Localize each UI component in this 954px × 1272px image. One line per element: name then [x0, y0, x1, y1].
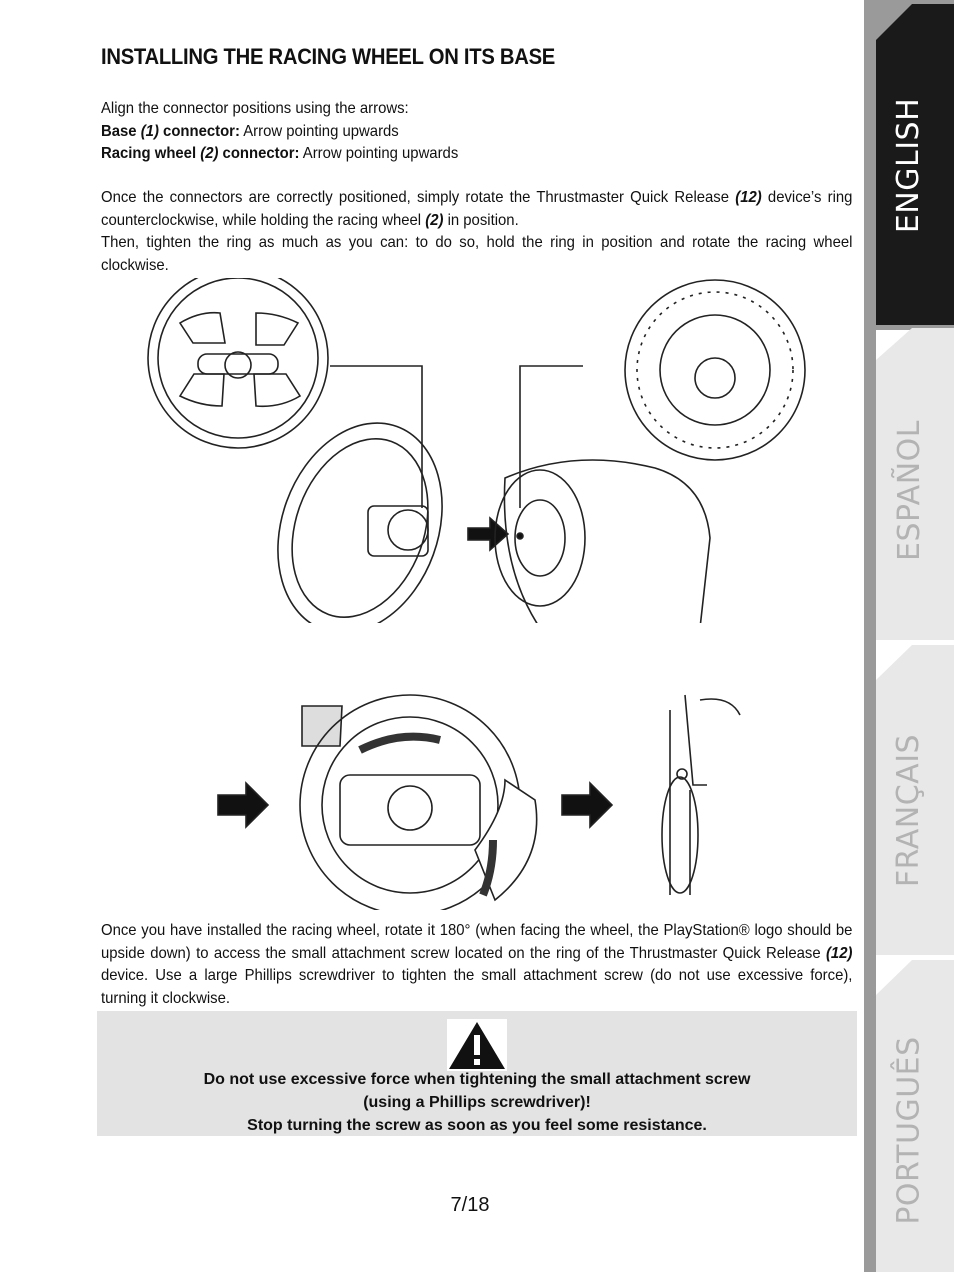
wheel-connector-line: Racing wheel (2) connector: Arrow pointing upwards: [101, 145, 459, 162]
page-number: 7/18: [450, 1194, 490, 1216]
warning-line-2: (using a Phillips screwdriver)!: [363, 1094, 591, 1111]
intro-text: Align the connector positions using the arrows:: [101, 100, 409, 117]
tab-espanol[interactable]: ESPAÑOL: [891, 419, 927, 561]
paragraph-rotate-ring: Once the connectors are correctly positioned, simply rotate the Thrustmaster Quick Release (12) device’s ring counterclockwise, while holding the racing wheel (2) in position. Then, tighten the ring as much as you can: to do so, hold the ring in position and rotate the racing wheel clockwise.: [101, 187, 853, 277]
paragraph-tighten-ring: Then, tighten the ring as much as you can: to do so, hold the ring in position and rotate the racing wheel clockwise.: [101, 234, 853, 274]
tab-francais[interactable]: FRANÇAIS: [891, 733, 927, 887]
intro-block: [101, 98, 853, 166]
page-heading: INSTALLING THE RACING WHEEL ON ITS BASE: [101, 44, 556, 69]
attachment-screw-illustration: [210, 690, 760, 910]
language-tabs: [864, 0, 954, 1272]
warning-line-1: Do not use excessive force when tightening the small attachment screw: [203, 1071, 751, 1088]
connector-alignment-illustration: [140, 278, 820, 623]
warning-line-3: Stop turning the screw as soon as you feel some resistance.: [247, 1117, 707, 1134]
base-connector-line: Base (1) connector: Arrow pointing upwards: [101, 122, 399, 140]
tab-english[interactable]: ENGLISH: [891, 97, 927, 233]
paragraph-attachment-screw: Once you have installed the racing wheel, rotate it 180° (when facing the wheel, the PlayStation® logo should be upside down) to access the small attachment screw located on the ring of the Thrustmaster Quick Release (12) device. Use a large Phillips screwdriver to tighten the small attachment screw (do not use excessive force), turning it clockwise.: [101, 922, 853, 1007]
warning-triangle-icon: [447, 1019, 507, 1071]
warning-box: [97, 1011, 857, 1136]
tab-portugues[interactable]: PORTUGUÊS: [891, 1035, 927, 1225]
